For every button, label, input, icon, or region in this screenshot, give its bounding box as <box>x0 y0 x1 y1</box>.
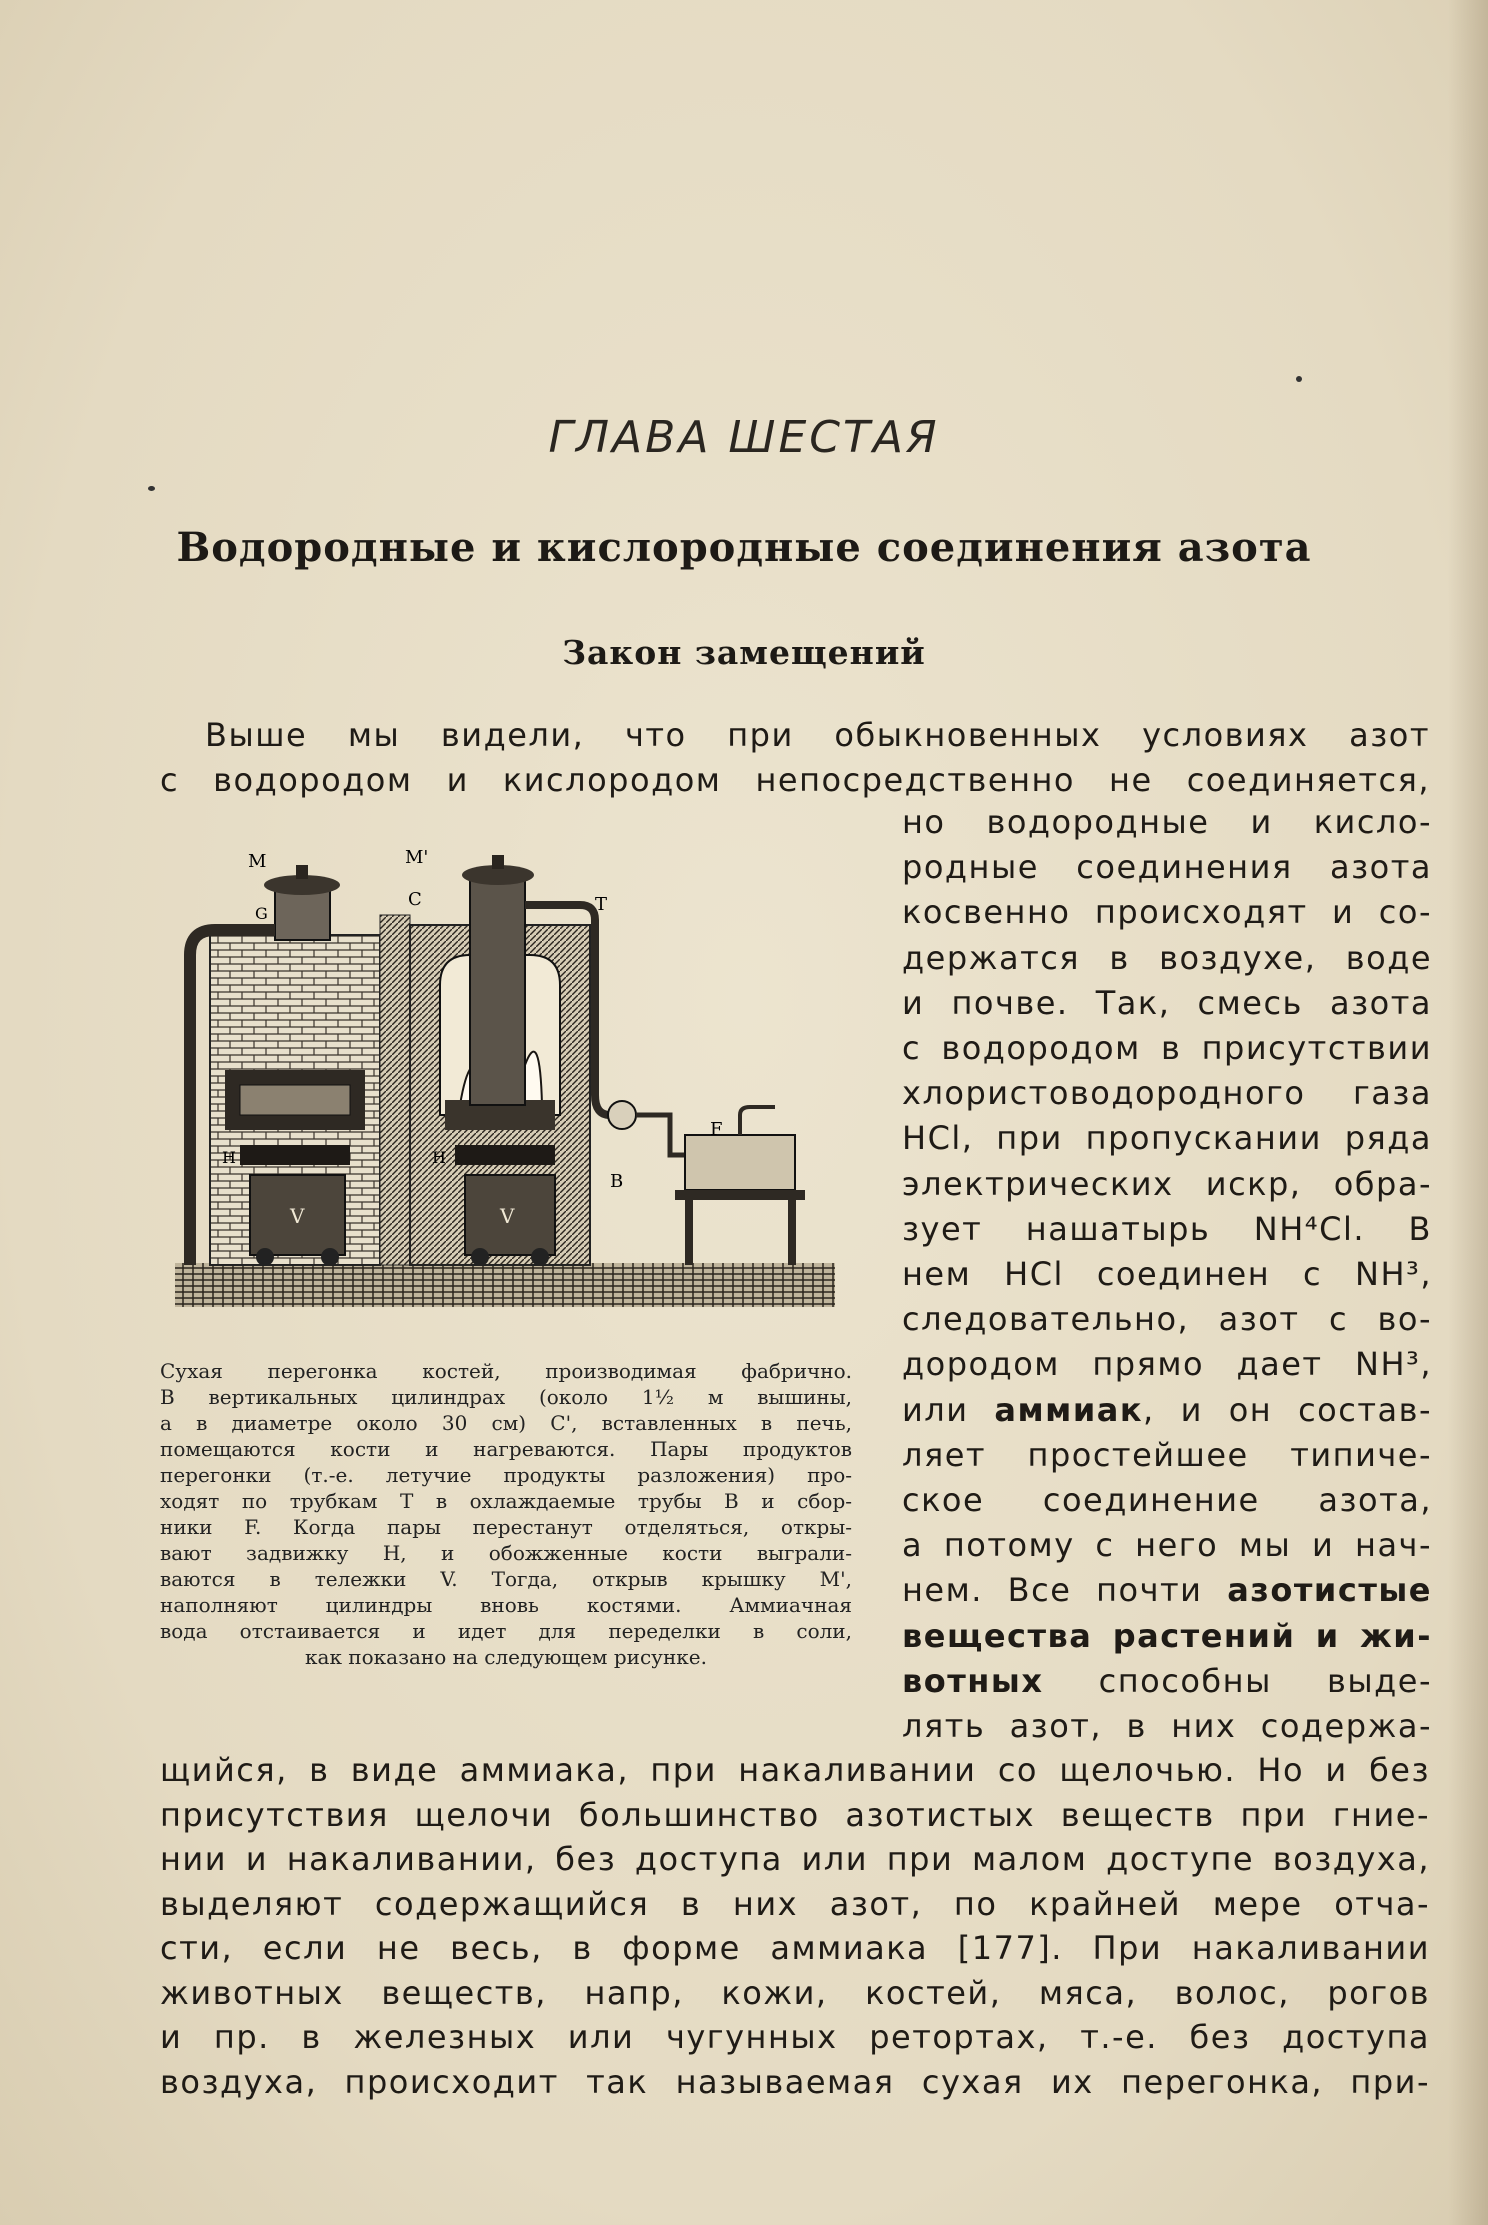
right-column-line: электрических искр, обра- <box>902 1164 1432 1203</box>
right-valve-H <box>455 1145 555 1165</box>
left-retort <box>240 1085 350 1115</box>
chapter-heading: ГЛАВА ШЕСТАЯ <box>548 412 940 463</box>
print-speck <box>148 486 155 491</box>
right-column-line: ляет простейшее типиче- <box>902 1435 1432 1474</box>
distillation-apparatus-illustration <box>170 845 840 1315</box>
print-speck <box>1296 376 1302 382</box>
section-title: Водородные и кислородные соединения азота <box>176 524 1312 571</box>
right-column-line: держатся в воздухе, воде <box>902 938 1432 977</box>
caption-line: как показано на следующем рисунке. <box>305 1645 707 1669</box>
body-line: нии и накаливании, без доступа или при малом доступе воздуха, <box>160 1840 1430 1878</box>
right-column-line: с водородом в присутствии <box>902 1029 1432 1067</box>
right-column-line: а потому с него мы и нач- <box>902 1526 1432 1565</box>
wheel <box>471 1248 489 1266</box>
page-spine-shadow <box>1448 0 1488 2225</box>
caption-line: ваются в тележки V. Тогда, открыв крышку M', <box>160 1567 852 1591</box>
furnace-divider <box>380 915 410 1265</box>
body-line: воздуха, происходит так называемая сухая их перегонка, при- <box>160 2062 1430 2101</box>
body-line: и пр. в железных или чугунных ретортах, т.-е. без доступа <box>160 2018 1430 2056</box>
body-line: щийся, в виде аммиака, при накаливании со щелочью. Но и без <box>160 1751 1430 1789</box>
label-M: M <box>248 851 267 872</box>
body-line: животных веществ, напр, кожи, костей, мяса, волос, рогов <box>160 1973 1430 2012</box>
label-V-left: V <box>290 1204 305 1228</box>
collector-bench <box>675 1190 805 1200</box>
right-column-line: и почве. Так, смесь азота <box>902 983 1432 1022</box>
caption-line: перегонки (т.-е. летучие продукты разложения) про- <box>160 1463 852 1487</box>
caption-line: помещаются кости и нагреваются. Пары продуктов <box>160 1437 852 1461</box>
wheel <box>321 1248 339 1266</box>
right-column-line: или аммиак, и он состав- <box>902 1390 1433 1429</box>
right-column-line <box>902 1616 1432 1656</box>
label-F: F <box>710 1119 723 1140</box>
bold-term: вещества растений и жи- <box>902 1616 1432 1655</box>
caption-line: а в диаметре около 30 см) C', вставленных в печь, <box>160 1411 852 1435</box>
caption-line: вода отстаивается и идет для переделки в соли, <box>160 1619 852 1643</box>
bench-leg <box>788 1200 796 1265</box>
subsection-title: Закон замещений <box>562 633 926 672</box>
ground <box>175 1263 835 1307</box>
body-line: присутствия щелочи большинство азотистых веществ при гние- <box>160 1795 1430 1834</box>
bench-leg <box>685 1200 693 1265</box>
caption-line: наполняют цилиндры вновь костями. Аммиачная <box>160 1593 852 1617</box>
right-column-line: нем. Все почти азотистые <box>902 1571 1432 1610</box>
caption-line: ходят по трубкам T в охлаждаемые трубы B и сбор- <box>160 1489 852 1513</box>
body-line: Выше мы видели, что при обыкновенных условиях азот <box>205 716 1430 754</box>
label-G: G <box>255 904 268 923</box>
caption-line: вают задвижку H, и обожженные кости выграли- <box>160 1541 852 1565</box>
left-lid-knob <box>296 865 308 879</box>
bold-term: вотных <box>902 1661 1044 1700</box>
right-column-line: косвенно происходят и со- <box>902 893 1432 932</box>
body-line: сти, если не весь, в форме аммиака [177]. При накаливании <box>160 1929 1430 1967</box>
left-valve-H <box>240 1145 350 1165</box>
right-column-line: ское соединение азота, <box>902 1481 1432 1519</box>
wheel <box>256 1248 274 1266</box>
caption-line: В вертикальных цилиндрах (около 1½ м вышины, <box>160 1385 852 1409</box>
right-column-line: следовательно, азот с во- <box>902 1300 1432 1339</box>
label-H-left: H <box>222 1148 236 1167</box>
figure-caption <box>160 1358 852 1670</box>
pipe-to-collector <box>636 1115 690 1155</box>
label-H-right: H <box>432 1148 446 1167</box>
collector-vent <box>740 1107 775 1135</box>
right-column-line: лять азот, в них содержа- <box>902 1707 1432 1745</box>
right-column-line: зует нашатырь NH⁴Cl. В <box>902 1209 1432 1248</box>
right-column-line: вотных способны выде- <box>902 1661 1432 1700</box>
body-line: выделяют содержащийся в них азот, по крайней мере отча- <box>160 1884 1430 1923</box>
wheel <box>531 1248 549 1266</box>
caption-line: Сухая перегонка костей, производимая фабрично. <box>160 1359 852 1383</box>
label-B: B <box>610 1171 624 1192</box>
right-column-line: дородом прямо дает NH³, <box>902 1345 1432 1384</box>
label-M-prime: M' <box>405 847 429 868</box>
right-column-line: HCl, при пропускании ряда <box>902 1119 1432 1158</box>
right-column-line: хлористоводородного газа <box>902 1074 1432 1113</box>
right-column-line: но водородные и кисло- <box>902 803 1432 841</box>
label-V-right: V <box>500 1204 515 1228</box>
bone-distillation-figure <box>170 845 840 1315</box>
bold-term: азотистые <box>1227 1571 1432 1610</box>
caption-line: ники F. Когда пары перестанут отделяться, откры- <box>160 1515 852 1539</box>
right-cylinder-C <box>470 875 525 1105</box>
body-line: с водородом и кислородом непосредственно не соединяется, <box>160 761 1430 799</box>
right-column-line: нем HCl соединен с NH³, <box>902 1255 1432 1293</box>
right-lid-knob <box>492 855 504 869</box>
right-column-line: родные соединения азота <box>902 848 1432 887</box>
cooling-tube-B <box>608 1101 636 1129</box>
label-T: T <box>595 894 608 915</box>
bold-term: аммиак <box>994 1390 1144 1429</box>
label-C: C <box>408 889 422 910</box>
collector-F <box>685 1135 795 1190</box>
